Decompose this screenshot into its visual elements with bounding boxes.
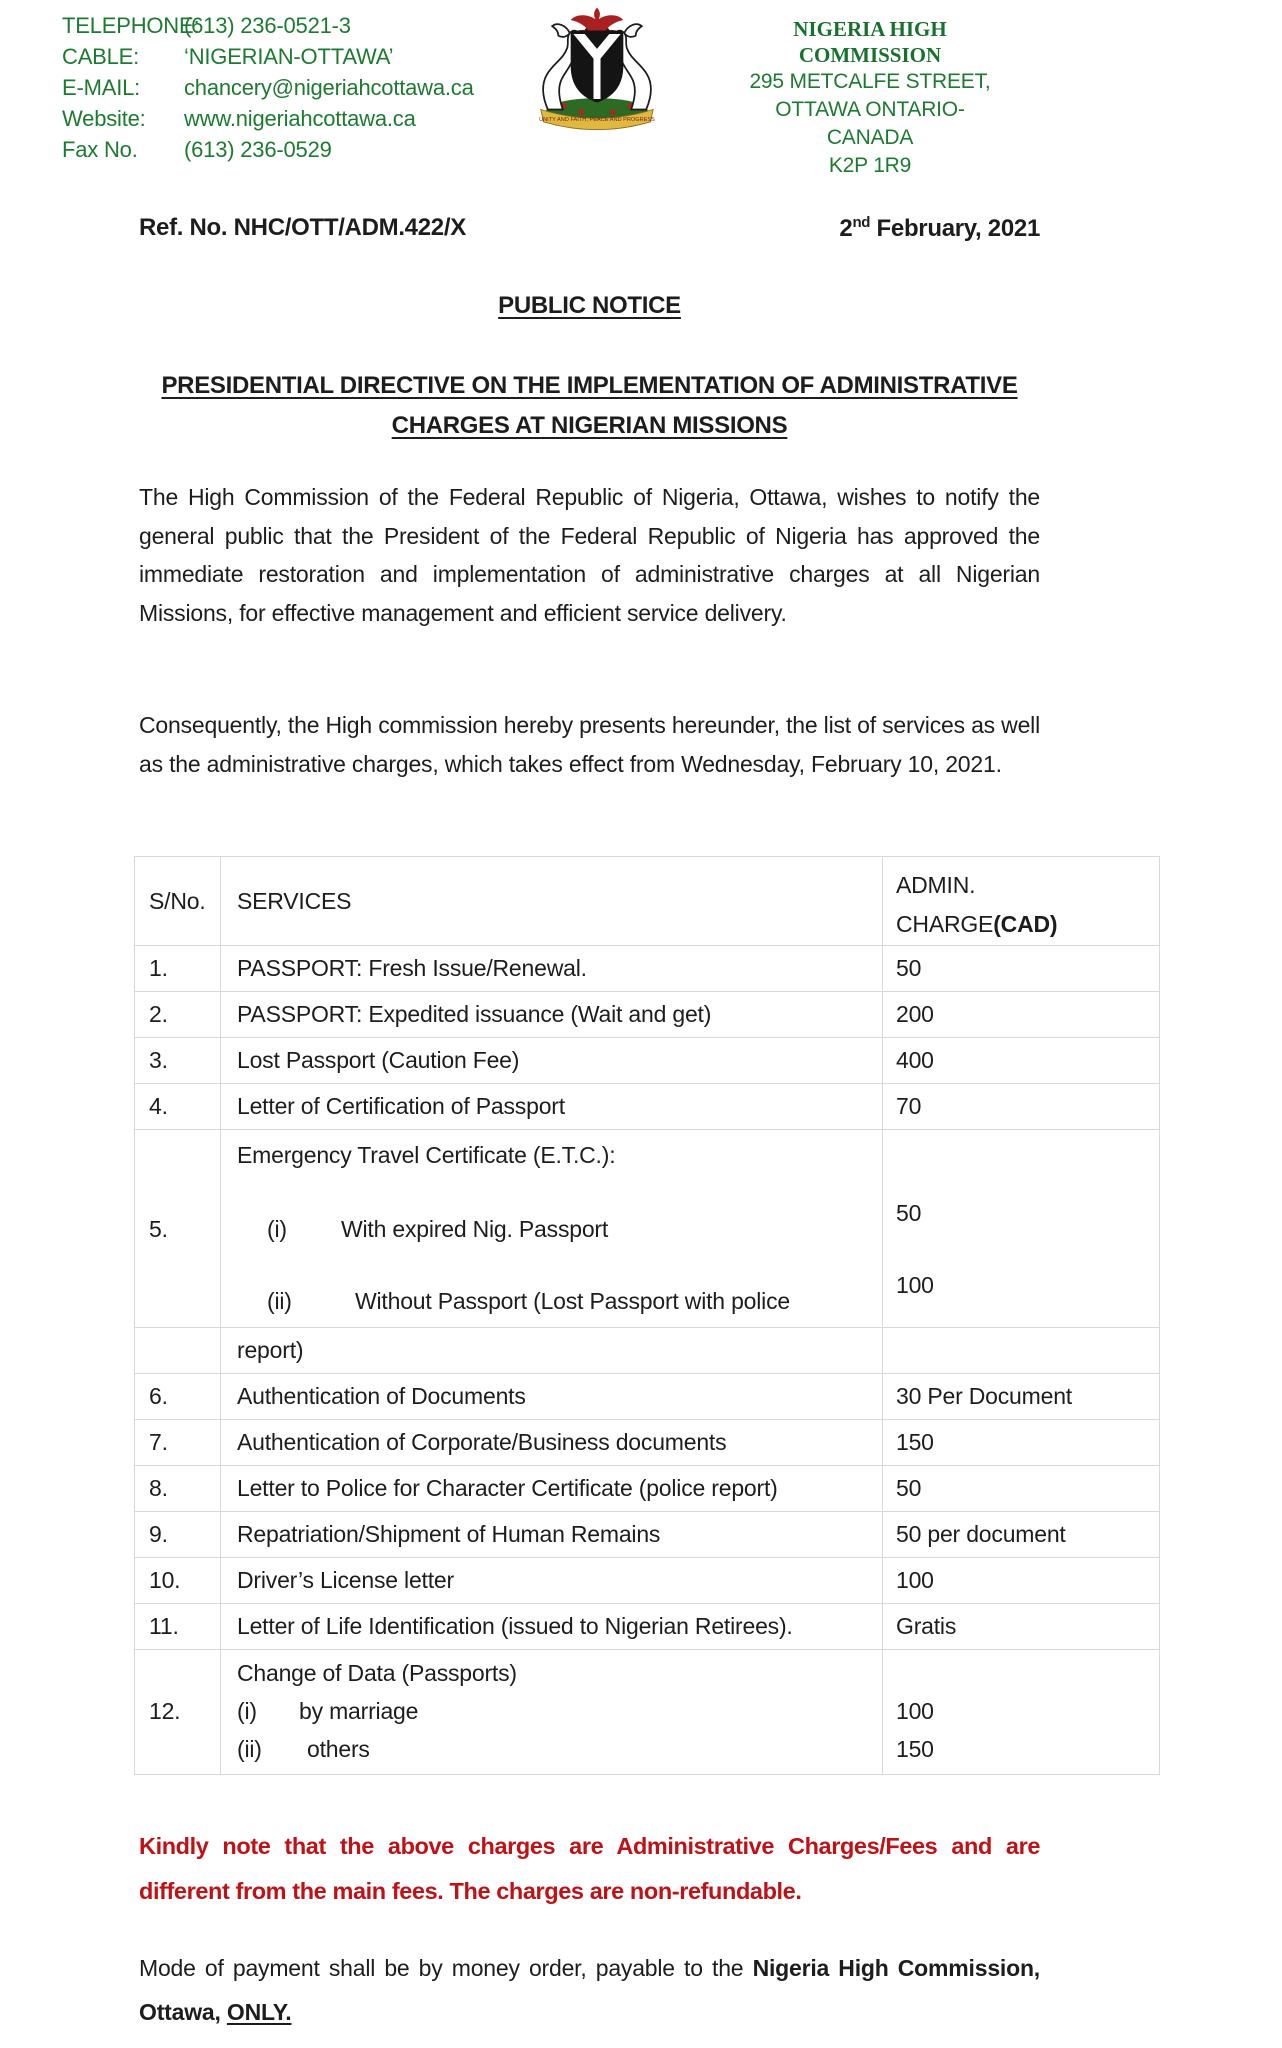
row-4-charge: 70: [883, 1084, 1160, 1130]
body-paragraph-2: Consequently, the High commission hereby presents hereunder, the list of services as well as the administrative charges, which takes effect from Wednesday, February 10, 2021.: [139, 712, 1040, 777]
directive-title-line-2: CHARGES AT NIGERIAN MISSIONS: [391, 412, 788, 439]
contact-row-fax: [62, 134, 474, 165]
row-1-sno: 1.: [135, 946, 221, 992]
table-header-charge: ADMIN. CHARGE(CAD): [883, 857, 1160, 946]
row-6-charge: 30 Per Document: [883, 1374, 1160, 1420]
directive-title-line-1: PRESIDENTIAL DIRECTIVE ON THE IMPLEMENTATION OF ADMINISTRATIVE: [161, 372, 1018, 399]
row-3-sno: 3.: [135, 1038, 221, 1084]
contact-row-cable: [62, 41, 474, 72]
etc-item-1: (i) With expired Nig. Passport: [267, 1216, 609, 1242]
public-notice-heading: PUBLIC NOTICE: [498, 292, 681, 319]
contact-label: TELEPHONE:: [62, 13, 200, 38]
payment-text-bold: Nigeria High Commission, Ottawa,: [139, 1955, 1040, 2025]
table-header-services: SERVICES: [221, 857, 883, 946]
fax-value: (613) 236-0529: [184, 137, 332, 162]
row-11-service: Letter of Life Identification (issued to Nigerian Retirees).: [221, 1604, 883, 1650]
website-value: www.nigeriahcottawa.ca: [184, 106, 416, 131]
letterhead: [0, 0, 1282, 177]
row-12-sno: 12.: [135, 1650, 221, 1775]
row-4-sno: 4.: [135, 1084, 221, 1130]
mission-address-block: [740, 16, 1000, 180]
row-6-sno: 6.: [135, 1374, 221, 1420]
row-8-charge: 50: [883, 1466, 1160, 1512]
charges-table: [134, 856, 1160, 1775]
email-value: chancery@nigeriahcottawa.ca: [184, 75, 474, 100]
reference-row: [139, 214, 1040, 243]
contact-row-email: [62, 72, 474, 103]
row-7-charge: 150: [883, 1420, 1160, 1466]
warning-note: Kindly note that the above charges are Administrative Charges/Fees and are different from the main fees. The charges are non-refundable.: [139, 1833, 1040, 1904]
change-heading: Change of Data (Passports): [237, 1660, 517, 1686]
contact-row-telephone: [62, 10, 474, 41]
row-6-service: Authentication of Documents: [221, 1374, 883, 1420]
row-10-sno: 10.: [135, 1558, 221, 1604]
mission-name: NIGERIA HIGH COMMISSION: [793, 17, 947, 67]
row-5b-sno: [135, 1328, 221, 1374]
letter-date: 2nd February, 2021: [839, 214, 1040, 242]
contact-block: [62, 10, 474, 165]
mission-address-line-2: OTTAWA ONTARIO-CANADA: [775, 98, 965, 149]
payment-note: [139, 1946, 1040, 2034]
row-7-sno: 7.: [135, 1420, 221, 1466]
row-5-charge: 50 100: [883, 1130, 1160, 1328]
etc-item-2: (ii) Without Passport (Lost Passport with police: [267, 1288, 790, 1314]
contact-label: E-MAIL:: [62, 75, 141, 100]
row-1-service: PASSPORT: Fresh Issue/Renewal.: [221, 946, 883, 992]
row-2-charge: 200: [883, 992, 1160, 1038]
row-12-service: [221, 1650, 883, 1775]
row-5b-charge: [883, 1328, 1160, 1374]
row-2-sno: 2.: [135, 992, 221, 1038]
reference-number: Ref. No. NHC/OTT/ADM.422/X: [139, 214, 466, 241]
directive-title: [139, 366, 1040, 446]
row-9-sno: 9.: [135, 1512, 221, 1558]
payment-text-normal: Mode of payment shall be by money order, payable to the: [139, 1955, 753, 1981]
change-item-2: (ii) others: [237, 1736, 370, 1762]
contact-label: Fax No.: [62, 137, 138, 162]
row-11-sno: 11.: [135, 1604, 221, 1650]
mission-address-line-1: 295 METCALFE STREET,: [749, 70, 991, 93]
emblem-motto: UNITY AND FAITH, PEACE AND PROGRESS: [539, 116, 655, 123]
row-5-sno: 5.: [135, 1130, 221, 1328]
row-3-service: Lost Passport (Caution Fee): [221, 1038, 883, 1084]
row-1-charge: 50: [883, 946, 1160, 992]
contact-label: CABLE:: [62, 44, 140, 69]
row-12-charge: 100 150: [883, 1650, 1160, 1775]
table-header-sno: S/No.: [135, 857, 221, 946]
row-8-sno: 8.: [135, 1466, 221, 1512]
date-ordinal: nd: [852, 214, 871, 231]
payment-text-only: ONLY.: [226, 1999, 292, 2025]
change-item-1: (i) by marriage: [237, 1698, 419, 1724]
etc-heading: Emergency Travel Certificate (E.T.C.):: [237, 1142, 616, 1168]
row-10-charge: 100: [883, 1558, 1160, 1604]
telephone-value: (613) 236-0521-3: [184, 13, 351, 38]
body-paragraph-1: The High Commission of the Federal Republic of Nigeria, Ottawa, wishes to notify the general public that the President of the Federal Republic of Nigeria has approved the immediate restoration and implementation of administrative charges at all Nigerian Missions, for effective management and efficient service delivery.: [139, 484, 1040, 626]
row-5b-service: report): [221, 1328, 883, 1374]
row-7-service: Authentication of Corporate/Business documents: [221, 1420, 883, 1466]
cable-value: ‘NIGERIAN-OTTAWA’: [184, 44, 394, 69]
row-3-charge: 400: [883, 1038, 1160, 1084]
nigeria-coat-of-arms-icon: [518, 4, 676, 136]
row-4-service: Letter of Certification of Passport: [221, 1084, 883, 1130]
mission-address-line-3: K2P 1R9: [828, 154, 912, 177]
row-2-service: PASSPORT: Expedited issuance (Wait and get): [221, 992, 883, 1038]
row-11-charge: Gratis: [883, 1604, 1160, 1650]
contact-row-website: [62, 103, 474, 134]
contact-label: Website:: [62, 106, 146, 131]
row-9-charge: 50 per document: [883, 1512, 1160, 1558]
row-5-service: [221, 1130, 883, 1328]
row-8-service: Letter to Police for Character Certificate (police report): [221, 1466, 883, 1512]
row-10-service: Driver’s License letter: [221, 1558, 883, 1604]
row-9-service: Repatriation/Shipment of Human Remains: [221, 1512, 883, 1558]
